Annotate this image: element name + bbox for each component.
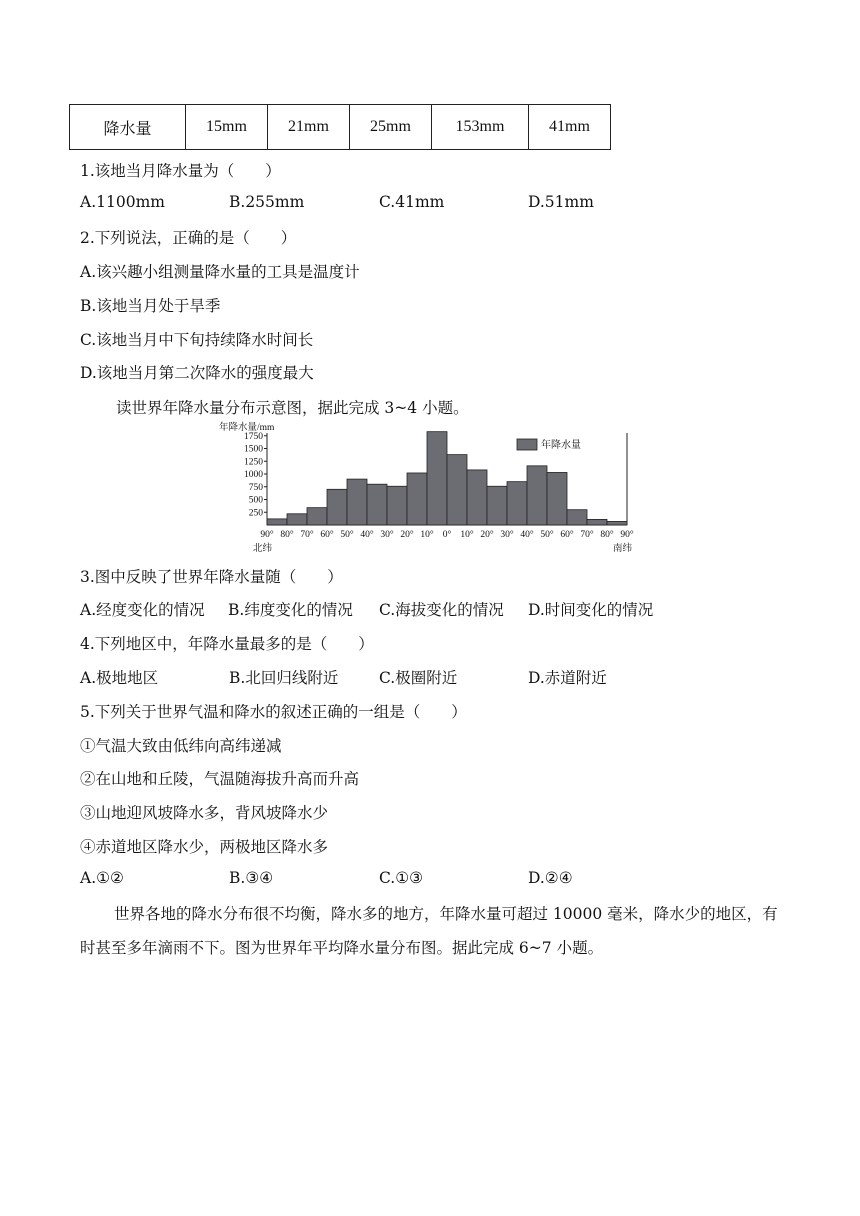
y-tick-label: 1500 xyxy=(244,444,263,455)
q3-option-b[interactable]: B.纬度变化的情况 xyxy=(228,601,353,619)
q3-option-d[interactable]: D.时间变化的情况 xyxy=(528,601,654,619)
rainfall-table xyxy=(69,104,611,150)
q2-option-a[interactable]: A.该兴趣小组测量降水量的工具是温度计 xyxy=(80,263,360,281)
x-tick-label: 50° xyxy=(540,530,554,540)
x-tick-label: 40° xyxy=(360,530,374,540)
table-cell: 25mm xyxy=(350,105,432,150)
table-header-cell: 降水量 xyxy=(70,105,186,150)
question-1-stem: 1.该地当月降水量为（ ） xyxy=(80,162,281,180)
table-cell: 41mm xyxy=(529,105,611,150)
intro-3-4: 读世界年降水量分布示意图，据此完成 3~4 小题。 xyxy=(116,399,469,417)
q1-option-b[interactable]: B.255mm xyxy=(229,193,305,211)
y-tick-label: 1750 xyxy=(244,431,263,442)
table-cell: 21mm xyxy=(268,105,350,150)
q3-option-a[interactable]: A.经度变化的情况 xyxy=(80,601,205,619)
y-tick-label: 500 xyxy=(248,495,263,506)
x-tick-label: 70° xyxy=(580,530,594,540)
x-tick-label: 90° xyxy=(260,530,274,540)
bar xyxy=(307,508,327,525)
q4-option-c[interactable]: C.极圈附近 xyxy=(379,669,458,687)
x-tick-label: 0° xyxy=(442,530,452,540)
q5-statement-1: ①气温大致由低纬向高纬递减 xyxy=(80,737,282,755)
bar xyxy=(267,519,287,525)
q5-statement-4: ④赤道地区降水少，两极地区降水多 xyxy=(80,838,329,856)
bar xyxy=(367,484,387,525)
q4-option-b[interactable]: B.北回归线附近 xyxy=(229,669,339,687)
bar xyxy=(407,473,427,525)
bar xyxy=(587,519,607,525)
q2-option-b[interactable]: B.该地当月处于旱季 xyxy=(80,297,221,315)
q3-option-c[interactable]: C.海拔变化的情况 xyxy=(379,601,504,619)
bar xyxy=(507,482,527,525)
x-tick-label: 60° xyxy=(560,530,574,540)
q2-option-c[interactable]: C.该地当月中下旬持续降水时间长 xyxy=(80,331,314,349)
y-axis-label: 年降水量/mm xyxy=(219,423,275,433)
question-5-stem: 5.下列关于世界气温和降水的叙述正确的一组是（ ） xyxy=(80,703,467,721)
x-tick-label: 80° xyxy=(280,530,294,540)
x-tick-label: 70° xyxy=(300,530,314,540)
bar xyxy=(387,486,407,525)
table-cell: 153mm xyxy=(432,105,529,150)
q2-option-d[interactable]: D.该地当月第二次降水的强度最大 xyxy=(80,364,314,382)
x-tick-label: 90° xyxy=(620,530,634,540)
question-4-stem: 4.下列地区中，年降水量最多的是（ ） xyxy=(80,635,374,653)
world-precipitation-chart xyxy=(215,418,655,558)
q5-option-c[interactable]: C.①③ xyxy=(379,869,424,887)
x-tick-label: 20° xyxy=(480,530,494,540)
x-tick-label: 20° xyxy=(400,530,414,540)
legend-label: 年降水量 xyxy=(541,440,581,451)
y-tick-label: 1250 xyxy=(244,457,263,468)
bar xyxy=(467,470,487,525)
q1-option-d[interactable]: D.51mm xyxy=(528,193,594,211)
x-tick-label: 80° xyxy=(600,530,614,540)
q1-option-c[interactable]: C.41mm xyxy=(379,193,445,211)
bar xyxy=(347,479,367,525)
x-tick-label: 10° xyxy=(420,530,434,540)
question-3-stem: 3.图中反映了世界年降水量随（ ） xyxy=(80,568,343,586)
x-right-label: 南纬 xyxy=(613,544,633,554)
q5-statement-3: ③山地迎风坡降水多，背风坡降水少 xyxy=(80,804,329,822)
q5-option-d[interactable]: D.②④ xyxy=(528,869,573,887)
bar xyxy=(447,455,467,525)
q5-statement-2: ②在山地和丘陵，气温随海拔升高而升高 xyxy=(80,770,360,788)
q1-option-a[interactable]: A.1100mm xyxy=(80,193,165,211)
x-left-label: 北纬 xyxy=(253,544,273,554)
bar xyxy=(287,514,307,525)
x-tick-label: 40° xyxy=(520,530,534,540)
bar xyxy=(427,432,447,525)
bar xyxy=(487,486,507,525)
bar xyxy=(567,510,587,525)
q4-option-a[interactable]: A.极地地区 xyxy=(80,669,159,687)
question-2-stem: 2.下列说法，正确的是（ ） xyxy=(80,229,297,247)
bar xyxy=(527,466,547,525)
x-tick-label: 30° xyxy=(380,530,394,540)
q5-option-b[interactable]: B.③④ xyxy=(229,869,274,887)
q5-option-a[interactable]: A.①② xyxy=(80,869,124,887)
table-cell: 15mm xyxy=(186,105,268,150)
y-tick-label: 1000 xyxy=(244,470,263,480)
intro-6-7: 世界各地的降水分布很不均衡，降水多的地方，年降水量可超过 10000 毫米，降水少的地区，有时甚至多年滴雨不下。图为世界年平均降水量分布图。据此完成 6~7 小题。 xyxy=(80,905,778,957)
table-row xyxy=(70,105,611,150)
q4-option-d[interactable]: D.赤道附近 xyxy=(528,669,607,687)
bar xyxy=(327,489,347,525)
bar xyxy=(547,472,567,525)
x-tick-label: 30° xyxy=(500,530,514,540)
bar xyxy=(607,521,627,525)
y-tick-label: 750 xyxy=(248,482,263,493)
legend-swatch xyxy=(517,439,537,450)
x-tick-label: 50° xyxy=(340,530,354,540)
x-tick-label: 10° xyxy=(460,530,474,540)
x-tick-label: 60° xyxy=(320,530,334,540)
y-tick-label: 250 xyxy=(248,508,263,519)
